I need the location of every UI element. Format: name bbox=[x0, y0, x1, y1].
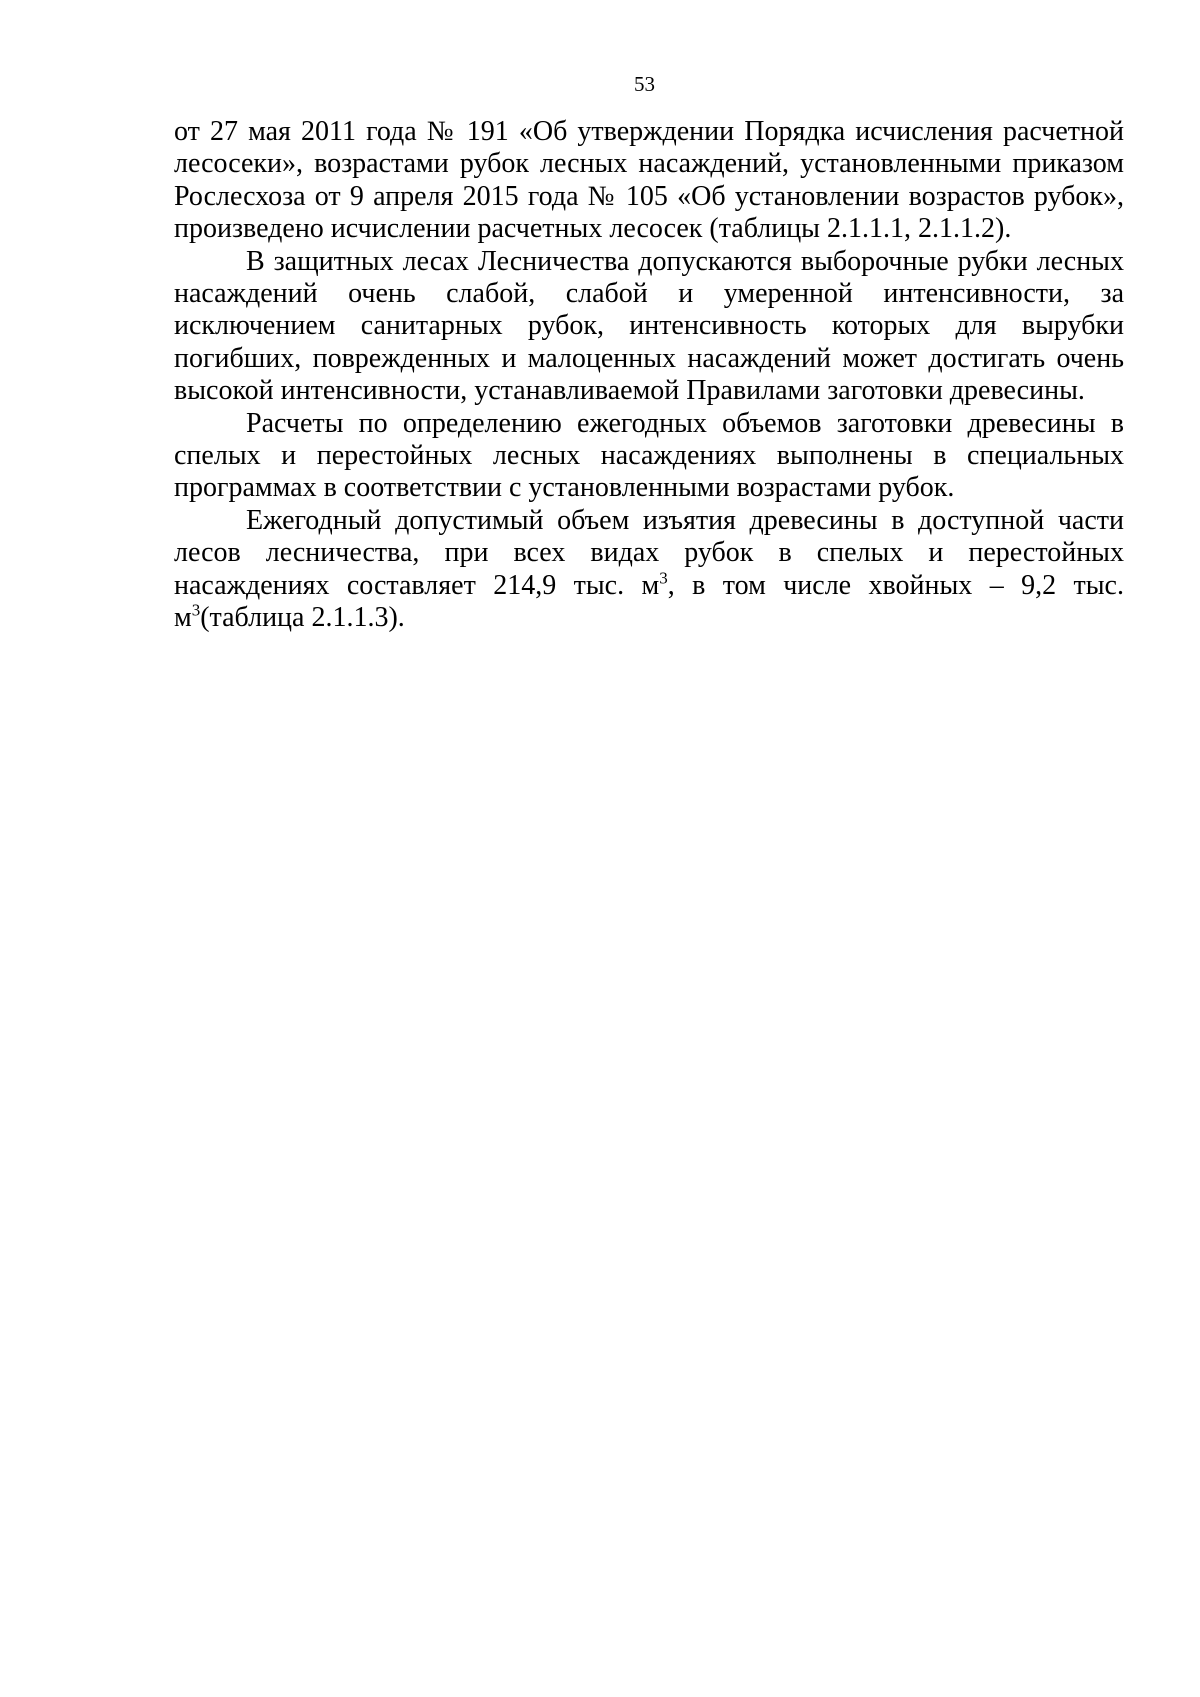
page-number: 53 bbox=[634, 72, 655, 96]
paragraph-4 bbox=[174, 505, 1124, 635]
paragraph-2: В защитных лесах Лесничества допускаются выборочные рубки лесных насаждений очень слабой, слабой и умеренной интенсивности, за исключением санитарных рубок, интенсивность которых для вырубки погибших, поврежденных и малоценных насаждений может достигать очень высокой интенсивности, устанавливаемой Правилами заготовки древесины. bbox=[174, 245, 1124, 407]
paragraph-4-text-1: Ежегодный допустимый объем изъятия древесины в доступной части лесов лесничества, при всех видах рубок в спелых и перестойных насаждениях составляет 214,9 тыс. м bbox=[174, 504, 1124, 601]
paragraph-4-text-3: (таблица 2.1.1.3). bbox=[200, 602, 405, 634]
paragraph-3: Расчеты по определению ежегодных объемов заготовки древесины в спелых и перестойных лесных насаждениях выполнены в специальных программах в соответствии с установленными возрастами рубок. bbox=[174, 407, 1124, 504]
paragraph-1: от 27 мая 2011 года № 191 «Об утверждении Порядка исчисления расчетной лесосеки», возрастами рубок лесных насаждений, установленными приказом Рослесхоза от 9 апреля 2015 года № 105 «Об установлении возрастов рубок», произведено исчислении расчетных лесосек (таблицы 2.1.1.1, 2.1.1.2). bbox=[174, 116, 1124, 245]
paragraph-4-text-2: , в том числе хвойных – 9,2 тыс. м bbox=[174, 569, 1124, 634]
superscript-cubic-2: 3 bbox=[191, 600, 201, 620]
superscript-cubic-1: 3 bbox=[659, 568, 668, 588]
body-text bbox=[174, 116, 1124, 635]
